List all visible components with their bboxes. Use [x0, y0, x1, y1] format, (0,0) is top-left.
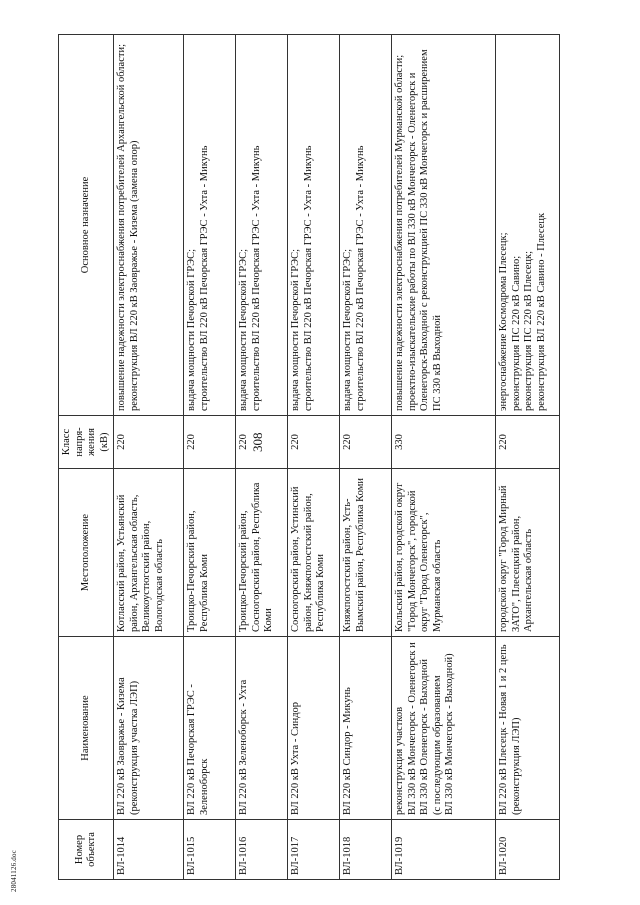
cell-location: Сосногорский район, Устинский район, Княжпогостский район, Республика Коми [288, 469, 340, 637]
footer-filename: 28041126.doc [10, 850, 18, 892]
cell-voltage: 330 [392, 416, 496, 469]
table-header-row [59, 35, 114, 880]
cell-number: ВЛ-1016 [236, 820, 288, 880]
cell-purpose: выдача мощности Печорской ГРЭС; строительство ВЛ 220 кВ Печорская ГРЭС - Ухта - Микунь [342, 145, 366, 411]
cell-number: ВЛ-1019 [392, 820, 496, 880]
table-row [496, 35, 560, 880]
cell-name: ВЛ 220 кВ Плесецк - Новая 1 и 2 цепь (реконструкция ЛЭП) [498, 644, 522, 815]
page-number: 308 [250, 432, 265, 452]
cell-voltage: 220 [340, 416, 392, 469]
table-row [340, 35, 392, 880]
cell-voltage: 220 [288, 416, 340, 469]
cell-location: Княжпогостский район, Усть-Вымский район, Республика Коми [340, 469, 392, 637]
cell-purpose: энергоснабжение Космодрома Плесецк; реконструкция ПС 220 кВ Савино; реконструкция ПС 220 кВ Плесецк; реконструкция ВЛ 220 кВ Савино - Плесецк [498, 212, 547, 411]
cell-name: ВЛ 220 кВ Синдор - Микунь [340, 637, 392, 820]
cell-voltage: 220 [496, 416, 560, 469]
cell-name: ВЛ 220 кВ Печорская ГРЭС - Зеленоборск [184, 637, 236, 820]
cell-purpose: выдача мощности Печорской ГРЭС; строительство ВЛ 220 кВ Печорская ГРЭС - Ухта - Микунь [186, 145, 210, 411]
cell-purpose: повышение надежности электроснабжения потребителей Архангельской области; реконструкция ВЛ 220 кВ Заовражье - Кизема (замена опор) [116, 44, 140, 411]
cell-number: ВЛ-1020 [496, 820, 560, 880]
rotated-table-sheet [58, 35, 578, 880]
cell-voltage: 220 [184, 416, 236, 469]
table-row [114, 35, 184, 880]
cell-location: Кольский район, городской округ "Город Мончегорск", городской округ "Город Оленегорск", Мурманская область [392, 469, 496, 637]
table-row [236, 35, 288, 880]
cell-purpose: выдача мощности Печорской ГРЭС; строительство ВЛ 220 кВ Печорская ГРЭС - Ухта - Микунь [238, 145, 262, 411]
cell-number: ВЛ-1014 [114, 820, 184, 880]
header-number: Номер объекта [59, 820, 114, 880]
cell-name: ВЛ 220 кВ Зеленоборск - Ухта [236, 637, 288, 820]
cell-name: ВЛ 220 кВ Ухта - Синдор [288, 637, 340, 820]
table-row [288, 35, 340, 880]
cell-number: ВЛ-1017 [288, 820, 340, 880]
table-row [184, 35, 236, 880]
cell-number: ВЛ-1015 [184, 820, 236, 880]
objects-table [58, 34, 560, 880]
header-location: Местоположение [59, 469, 114, 637]
cell-location: Троицко-Печорский район, Сосногорский район, Республика Коми [236, 469, 288, 637]
header-purpose: Основное назначение [59, 35, 114, 416]
cell-voltage: 220 [236, 416, 288, 469]
table-row [392, 35, 496, 880]
cell-location: Котласский район, Устьянский район, Архангельская область, Великоустюгский район, Вологодская область [114, 469, 184, 637]
header-voltage: Класс напря-жения (кВ) [59, 416, 114, 469]
cell-number: ВЛ-1018 [340, 820, 392, 880]
cell-purpose: повышение надежности электроснабжения потребителей Мурманской области; проектно-изыскательские работы по ВЛ 330 кВ Мончегорск - Оленегорск и Оленегорск-Выходной с реконструкцией ПС 330 кВ Мончегорск и расширением ПС 330 кВ Выходной [394, 49, 443, 411]
cell-location: городской округ "Город Мирный ЗАТО", Плесецкий район, Архангельская область [496, 469, 560, 637]
cell-purpose: выдача мощности Печорской ГРЭС; строительство ВЛ 220 кВ Печорская ГРЭС - Ухта - Микунь [290, 145, 314, 411]
cell-location: Троицко-Печорский район, Республика Коми [184, 469, 236, 637]
cell-name: ВЛ 220 кВ Заовражье - Кизема (реконструкция участка ЛЭП) [116, 677, 140, 815]
cell-voltage: 220 [114, 416, 184, 469]
header-name: Наименование [59, 637, 114, 820]
cell-name: реконструкция участков ВЛ 330 кВ Мончегорск - Оленегорск и ВЛ 330 кВ Оленегорск - Выходной (с последующим образованием ВЛ 330 кВ Мончегорск - Выходной) [394, 642, 455, 815]
